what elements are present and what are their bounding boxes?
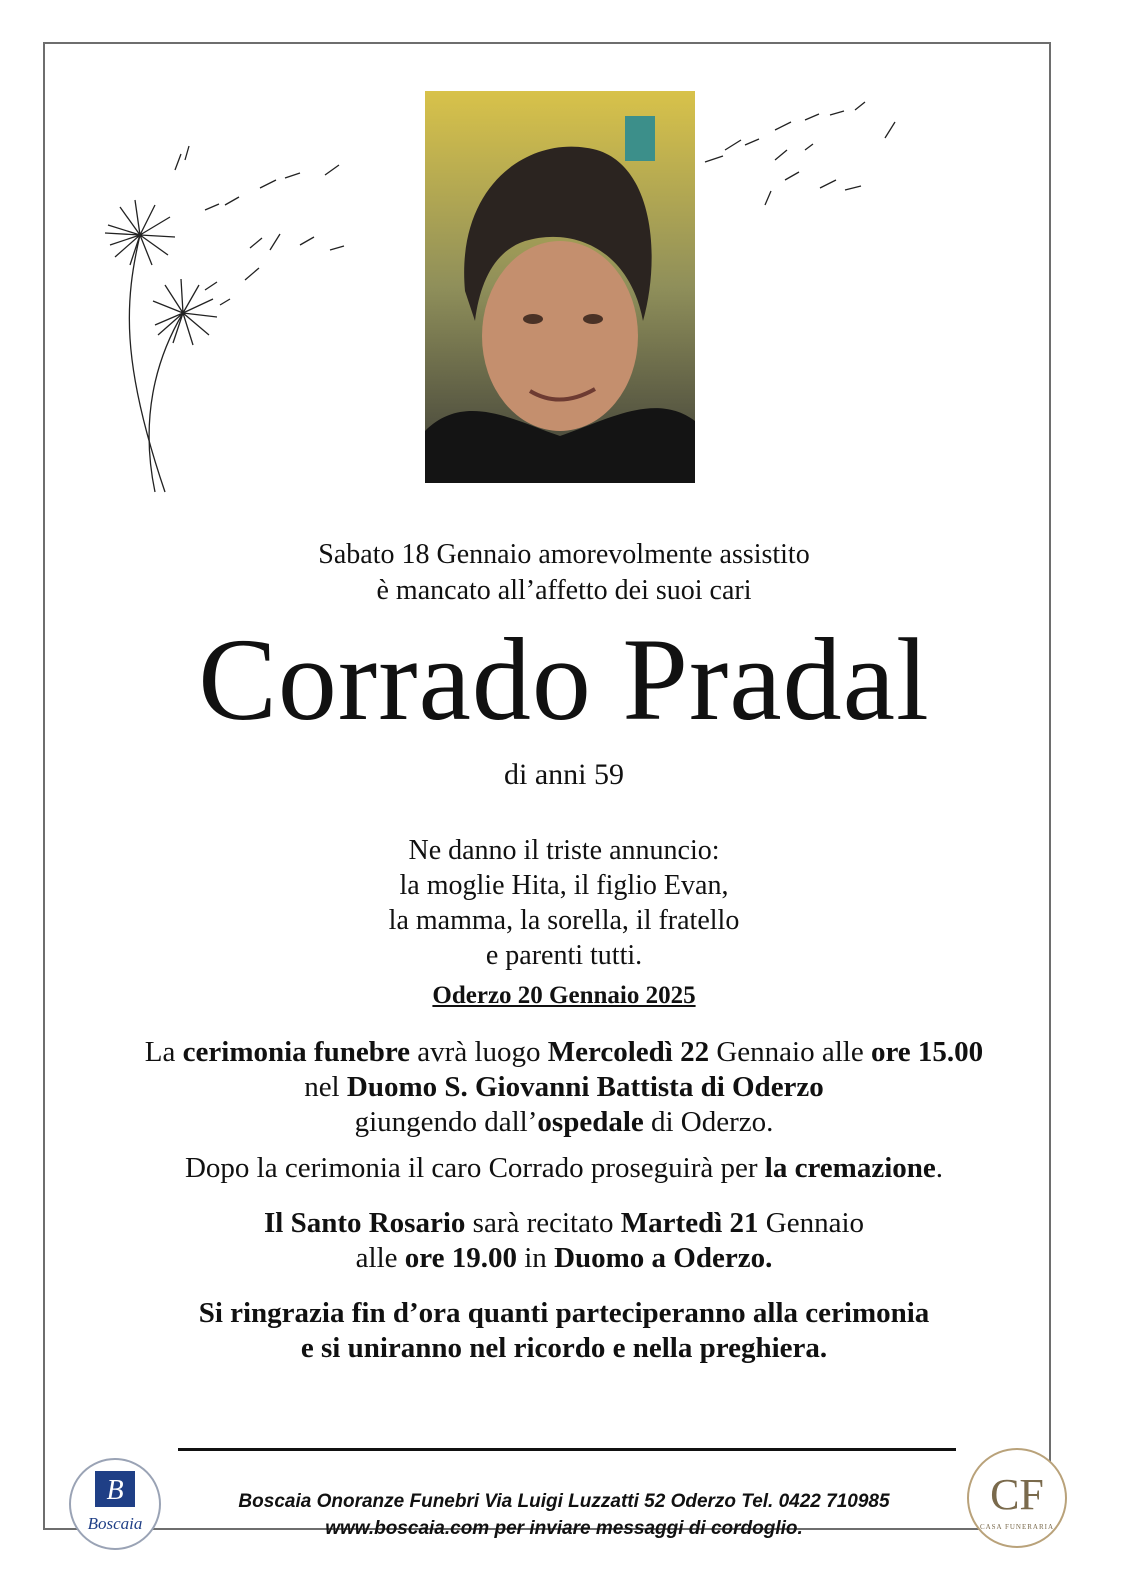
casa-funeraria-text: CASA FUNERARIA	[979, 1523, 1055, 1531]
footer-contact	[0, 1488, 1128, 1542]
casa-funeraria-letters: CF	[990, 1470, 1044, 1519]
family-line: la mamma, la sorella, il fratello	[388, 905, 740, 936]
dandelion-left	[105, 146, 344, 492]
family-line: e parenti tutti.	[485, 940, 643, 971]
thanks-line-1: Si ringrazia fin d’ora quanti parteciperanno alla cerimonia	[198, 1297, 930, 1329]
ceremony-line-3: giungendo dall’ospedale di Oderzo.	[354, 1106, 774, 1138]
footer-website: www.boscaia.com per inviare messaggi di cordoglio.	[325, 1518, 803, 1539]
ceremony-info	[0, 1035, 1128, 1140]
intro-line-1: Sabato 18 Gennaio amorevolmente assistito	[318, 539, 810, 570]
portrait-photo	[425, 91, 695, 483]
dandelion-seeds-right	[705, 102, 895, 205]
deceased-age: di anni 59	[504, 758, 624, 791]
ceremony-line-2: nel Duomo S. Giovanni Battista di Oderzo	[304, 1071, 824, 1103]
footer-divider	[178, 1448, 956, 1451]
deceased-name: Corrado Pradal	[198, 614, 930, 745]
ceremony-line-1: La cerimonia funebre avrà luogo Mercoledì 22 Gennaio alle ore 15.00	[144, 1036, 984, 1068]
rosary-line-2: alle ore 19.00 in Duomo a Oderzo.	[355, 1242, 773, 1274]
intro-text	[0, 537, 1128, 609]
family-announcement	[0, 833, 1128, 973]
boscaia-logo-letter: B	[106, 1475, 124, 1506]
place-date-text: Oderzo 20 Gennaio 2025	[432, 982, 696, 1009]
boscaia-logo-text: Boscaia	[87, 1514, 143, 1533]
family-line: Ne danno il triste annuncio:	[408, 835, 720, 866]
rosary-line-1: Il Santo Rosario sarà recitato Martedì 21 Gennaio	[263, 1207, 865, 1239]
cremation-info: Dopo la cerimonia il caro Corrado proseguirà per la cremazione.	[184, 1152, 944, 1184]
thanks-message	[0, 1296, 1128, 1366]
footer-address: Boscaia Onoranze Funebri Via Luigi Luzzatti 52 Oderzo Tel. 0422 710985	[238, 1491, 890, 1512]
family-line: la moglie Hita, il figlio Evan,	[399, 870, 729, 901]
place-date	[0, 981, 1128, 1011]
thanks-line-2: e si uniranno nel ricordo e nella preghiera.	[300, 1332, 828, 1364]
portrait-illustration	[425, 91, 695, 483]
rosary-info	[0, 1206, 1128, 1276]
intro-line-2: è mancato all’affetto dei suoi cari	[376, 575, 752, 606]
